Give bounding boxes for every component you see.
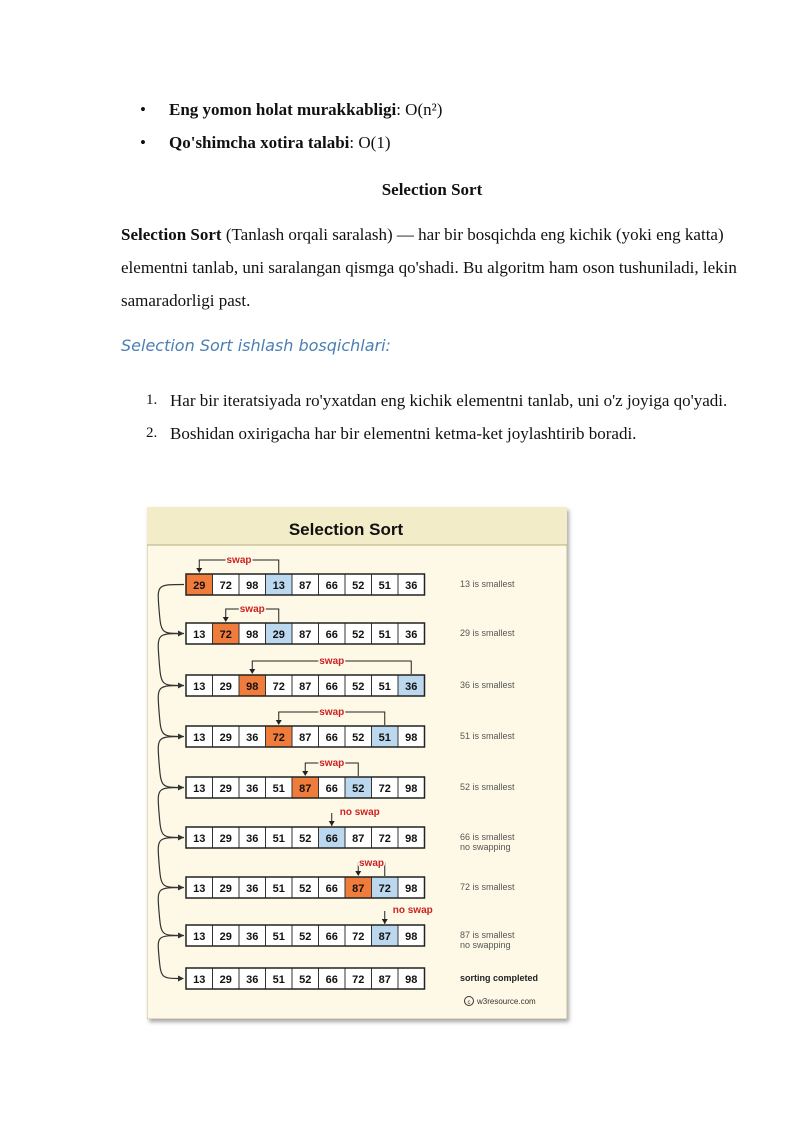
row-note: 87 is smallest: [460, 930, 515, 940]
row-note: 52 is smallest: [460, 782, 515, 792]
cell-value: 52: [352, 732, 365, 744]
row-note: 36 is smallest: [460, 680, 515, 690]
intro-paragraph: [121, 218, 749, 317]
cell-value: 29: [219, 833, 232, 845]
steps-subheading: Selection Sort ishlash bosqichlari:: [121, 336, 391, 355]
cell-value: 29: [219, 783, 232, 795]
cell-value: 29: [219, 931, 232, 943]
step-number: 2.: [146, 425, 158, 441]
cell-value: 98: [405, 732, 418, 744]
cell-value: 51: [272, 833, 285, 845]
cell-value: 13: [193, 629, 206, 641]
bullet-symbol: •: [140, 100, 146, 119]
diagram-title: Selection Sort: [288, 520, 404, 539]
swap-label: swap: [226, 555, 252, 566]
cell-value: 72: [272, 681, 285, 693]
cell-value: 52: [299, 883, 312, 895]
cell-value: 52: [299, 974, 312, 986]
cell-value: 52: [352, 580, 365, 592]
list-item: [146, 384, 746, 417]
cell-value: 87: [299, 681, 312, 693]
cell-value: 66: [325, 931, 338, 943]
cell-value: 66: [325, 974, 338, 986]
cell-value: 29: [219, 883, 232, 895]
diagram-canvas: [147, 507, 567, 1019]
cell-value: 51: [378, 681, 391, 693]
cell-value: 98: [405, 833, 418, 845]
cell-value: 29: [193, 580, 206, 592]
bullet-label: Qo'shimcha xotira talabi: [169, 133, 350, 152]
cell-value: 72: [219, 629, 232, 641]
list-item: [146, 417, 746, 450]
cell-value: 98: [246, 580, 259, 592]
row-note: sorting completed: [460, 973, 539, 983]
cell-value: 52: [299, 833, 312, 845]
cell-value: 98: [405, 883, 418, 895]
swap-label: swap: [319, 656, 345, 667]
cell-value: 51: [272, 883, 285, 895]
copyright-glyph: c: [467, 1000, 471, 1006]
cell-value: 52: [352, 629, 365, 641]
cell-value: 51: [378, 580, 391, 592]
cell-value: 98: [405, 931, 418, 943]
cell-value: 51: [378, 629, 391, 641]
bullet-value: : O(n²): [396, 100, 443, 119]
cell-value: 87: [352, 883, 365, 895]
swap-label: swap: [239, 604, 265, 615]
cell-value: 51: [272, 931, 285, 943]
cell-value: 51: [378, 732, 391, 744]
bullet-label: Eng yomon holat murakkabligi: [169, 100, 397, 119]
diagram-credit: w3resource.com: [477, 997, 536, 1006]
cell-value: 13: [193, 732, 206, 744]
row-note: no swapping: [460, 940, 511, 950]
cell-value: 87: [299, 580, 312, 592]
cell-value: 13: [193, 681, 206, 693]
row-note: 13 is smallest: [460, 579, 515, 589]
cell-value: 29: [272, 629, 285, 641]
cell-value: 66: [325, 732, 338, 744]
cell-value: 66: [325, 681, 338, 693]
steps-list: [146, 384, 746, 450]
cell-value: 72: [352, 974, 365, 986]
cell-value: 51: [272, 783, 285, 795]
cell-value: 29: [219, 732, 232, 744]
cell-value: 72: [378, 833, 391, 845]
cell-value: 51: [272, 974, 285, 986]
cell-value: 36: [246, 833, 259, 845]
cell-value: 13: [193, 883, 206, 895]
row-note: 51 is smallest: [460, 731, 515, 741]
cell-value: 36: [246, 783, 259, 795]
paragraph-bold-term: Selection Sort: [121, 225, 222, 244]
no-swap-label: no swap: [392, 905, 433, 916]
cell-value: 36: [405, 629, 418, 641]
step-text: Har bir iteratsiyada ro'yxatdan eng kichik elementni tanlab, uni o'z joyiga qo'yadi.: [170, 391, 728, 410]
cell-value: 36: [246, 931, 259, 943]
complexity-list: [140, 93, 442, 159]
cell-value: 52: [352, 681, 365, 693]
step-number: 1.: [146, 392, 158, 408]
cell-value: 52: [299, 931, 312, 943]
bullet-symbol: •: [140, 133, 146, 152]
cell-value: 36: [405, 580, 418, 592]
cell-value: 72: [378, 783, 391, 795]
cell-value: 98: [405, 974, 418, 986]
cell-value: 66: [325, 629, 338, 641]
cell-value: 72: [378, 883, 391, 895]
cell-value: 66: [325, 783, 338, 795]
step-text: Boshidan oxirigacha har bir elementni ketma-ket joylashtirib boradi.: [170, 424, 637, 443]
cell-value: 98: [246, 629, 259, 641]
row-note: no swapping: [460, 842, 511, 852]
cell-value: 66: [325, 580, 338, 592]
row-note: 72 is smallest: [460, 882, 515, 892]
cell-value: 87: [299, 732, 312, 744]
cell-value: 72: [272, 732, 285, 744]
cell-value: 13: [193, 931, 206, 943]
cell-value: 13: [193, 783, 206, 795]
row-note: 66 is smallest: [460, 832, 515, 842]
cell-value: 36: [246, 732, 259, 744]
no-swap-label: no swap: [339, 807, 380, 818]
cell-value: 87: [299, 629, 312, 641]
cell-value: 52: [352, 783, 365, 795]
bullet-value: : O(1): [349, 133, 391, 152]
cell-value: 72: [219, 580, 232, 592]
cell-value: 87: [378, 931, 391, 943]
cell-value: 87: [299, 783, 312, 795]
cell-value: 98: [246, 681, 259, 693]
swap-label: swap: [319, 758, 345, 769]
cell-value: 87: [352, 833, 365, 845]
cell-value: 66: [325, 883, 338, 895]
cell-value: 36: [405, 681, 418, 693]
section-heading: Selection Sort: [381, 180, 483, 199]
cell-value: 72: [352, 931, 365, 943]
selection-sort-diagram: [147, 507, 567, 1019]
cell-value: 66: [325, 833, 338, 845]
cell-value: 36: [246, 883, 259, 895]
cell-value: 29: [219, 681, 232, 693]
list-item: [140, 126, 442, 159]
cell-value: 13: [193, 974, 206, 986]
cell-value: 36: [246, 974, 259, 986]
cell-value: 98: [405, 783, 418, 795]
list-item: [140, 93, 442, 126]
swap-label: swap: [319, 707, 345, 718]
cell-value: 29: [219, 974, 232, 986]
swap-label: swap: [358, 858, 385, 869]
cell-value: 87: [378, 974, 391, 986]
cell-value: 13: [272, 580, 285, 592]
paragraph-text: (Tanlash orqali saralash) — har bir bosqichda eng kichik (yoki eng katta) elementni tanlab, uni saralangan qismga qo'shadi. Bu algoritm ham oson tushuniladi, lekin samaradorligi past.: [121, 225, 737, 310]
row-note: 29 is smallest: [460, 628, 515, 638]
cell-value: 13: [193, 833, 206, 845]
